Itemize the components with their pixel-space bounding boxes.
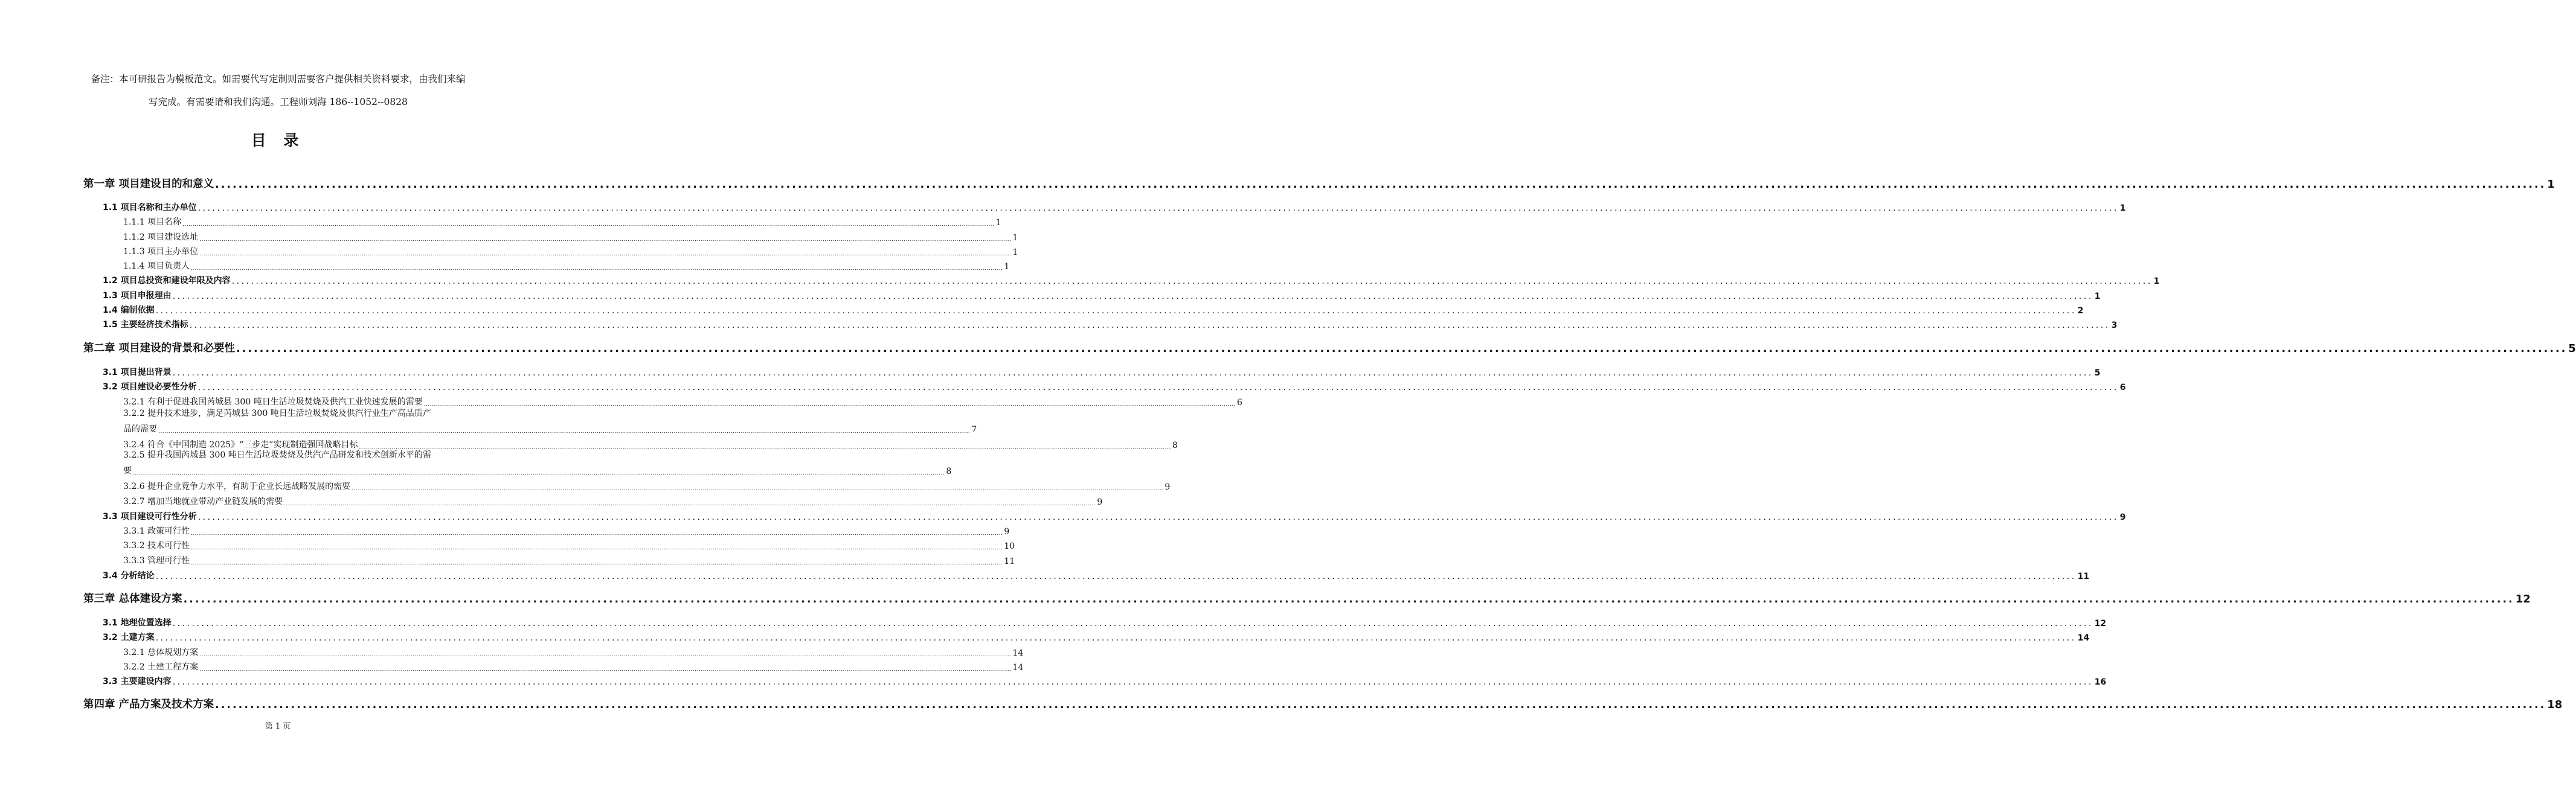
toc-leader-dots: ................................................................................................................................................................................................................................................................................................................................................................................................................ <box>133 470 945 476</box>
toc-page-number: 8 <box>946 467 952 476</box>
toc-section-entry[interactable] <box>103 674 2107 687</box>
toc-page-number: 1 <box>2119 203 2126 213</box>
toc-leader-dots: ................................................................................................................................................................................................................................................................................................................................................................................................................ <box>191 531 1003 537</box>
toc-section-entry[interactable] <box>103 379 2126 392</box>
page-title: 目 录 <box>251 132 305 149</box>
toc-section-entry[interactable] <box>103 509 2126 522</box>
toc-page-number: 1 <box>2153 276 2160 286</box>
toc-section-entry[interactable] <box>103 273 2160 286</box>
toc-section-entry[interactable] <box>103 288 2101 301</box>
toc-leader-dots: ................................................................................................................................................................................................................................................................................................................................................................................................................ <box>215 699 2546 711</box>
toc-entry-label: 3.3 项目建设可行性分析 <box>103 512 197 522</box>
toc-entry-label: 1.1.2 项目建设选址 <box>123 232 199 242</box>
toc-subsection-entry[interactable] <box>123 214 1001 228</box>
toc-entry-label: 3.3.1 政策可行性 <box>123 526 190 536</box>
toc-page-number: 6 <box>2119 383 2126 392</box>
toc-section-entry[interactable] <box>103 568 2090 581</box>
toc-section-entry[interactable] <box>103 317 2118 330</box>
toc-page-number: 12 <box>2094 619 2107 628</box>
toc-subsection-entry[interactable] <box>123 244 1018 257</box>
toc-leader-dots: ................................................................................................................................................................................................................................................................................................................................................................................................................ <box>172 292 2093 301</box>
toc-page-number: 1 <box>1012 248 1018 257</box>
note-line-2: 写完成。有需要请和我们沟通。工程师刘海 186--1052--0828 <box>149 97 408 107</box>
toc-entry-label: 1.3 项目申报理由 <box>103 291 172 301</box>
toc-page-number: 1 <box>995 218 1001 228</box>
toc-page-number: 9 <box>2119 513 2126 522</box>
toc-entry-label: 3.2.1 有利于促进我国芮城县 300 吨日生活垃圾焚烧及供汽工业快速发展的需要 <box>123 397 423 407</box>
toc-leader-dots: ................................................................................................................................................................................................................................................................................................................................................................................................................ <box>198 383 2119 392</box>
note-line-1: 备注：本可研报告为模板范文。如需要代写定制则需要客户提供相关资料要求，由我们来编 <box>91 74 466 85</box>
toc-section-entry[interactable] <box>103 365 2101 378</box>
toc-entry-label: 3.4 分析结论 <box>103 571 155 581</box>
toc-leader-dots: ................................................................................................................................................................................................................................................................................................................................................................................................................ <box>236 343 2568 355</box>
toc-subsection-entry[interactable] <box>123 659 1024 673</box>
toc-page-number: 1 <box>2094 292 2101 301</box>
toc-subsection-entry[interactable] <box>123 645 1024 658</box>
toc-chapter-entry[interactable] <box>83 694 2563 711</box>
toc-page-number: 16 <box>2094 677 2107 687</box>
toc-page-number: 9 <box>1004 527 1010 537</box>
toc-leader-dots: ................................................................................................................................................................................................................................................................................................................................................................................................................ <box>199 251 1012 257</box>
toc-subsection-entry[interactable] <box>123 463 952 476</box>
toc-leader-dots: ................................................................................................................................................................................................................................................................................................................................................................................................................ <box>199 237 1012 243</box>
toc-leader-dots: ................................................................................................................................................................................................................................................................................................................................................................................................................ <box>231 276 2153 286</box>
toc-subsection-entry[interactable] <box>123 538 1015 551</box>
toc-page-number: 1 <box>1012 233 1018 243</box>
toc-entry-label: 3.3 主要建设内容 <box>103 677 172 686</box>
toc-page-number: 11 <box>1004 557 1015 566</box>
toc-entry-label: 1.1 项目名称和主办单位 <box>103 203 197 212</box>
toc-entry-label: 第四章 产品方案及技术方案 <box>83 698 214 711</box>
toc-subsection-entry[interactable] <box>123 229 1018 243</box>
toc-entry-label: 3.2.2 土建工程方案 <box>123 662 199 672</box>
toc-subsection-entry[interactable] <box>123 523 1010 537</box>
toc-section-entry[interactable] <box>103 615 2107 628</box>
toc-page-number: 14 <box>2077 633 2090 643</box>
toc-subsection-entry[interactable] <box>123 494 1103 507</box>
toc-leader-dots: ................................................................................................................................................................................................................................................................................................................................................................................................................ <box>199 652 1012 658</box>
toc-leader-dots: ................................................................................................................................................................................................................................................................................................................................................................................................................ <box>198 513 2119 522</box>
toc-subsection-entry[interactable] <box>123 421 977 435</box>
toc-entry-text-line[interactable]: 3.2.2 提升技术进步，满足芮城县 300 吨日生活垃圾焚烧及供汽行业生产高品质产 <box>123 409 431 418</box>
toc-leader-dots: ................................................................................................................................................................................................................................................................................................................................................................................................................ <box>191 560 1003 566</box>
toc-section-entry[interactable] <box>103 630 2090 643</box>
toc-chapter-entry[interactable] <box>83 589 2531 605</box>
toc-entry-label: 3.3.3 管理可行性 <box>123 556 190 566</box>
toc-page-number: 11 <box>2077 572 2090 581</box>
toc-entry-label: 3.2 项目建设必要性分析 <box>103 382 197 392</box>
toc-leader-dots: ................................................................................................................................................................................................................................................................................................................................................................................................................ <box>352 486 1164 492</box>
toc-entry-label: 第二章 项目建设的背景和必要性 <box>83 342 236 354</box>
toc-entry-label: 品的需要 <box>123 424 157 434</box>
toc-section-entry[interactable] <box>103 200 2126 213</box>
toc-leader-dots: ................................................................................................................................................................................................................................................................................................................................................................................................................ <box>359 444 1171 450</box>
toc-subsection-entry[interactable] <box>123 553 1015 566</box>
toc-entry-label: 3.2 土建方案 <box>103 633 155 642</box>
toc-page-number: 6 <box>1237 398 1242 407</box>
toc-leader-dots: ................................................................................................................................................................................................................................................................................................................................................................................................................ <box>172 619 2093 628</box>
toc-page-number: 9 <box>1164 482 1171 492</box>
toc-leader-dots: ................................................................................................................................................................................................................................................................................................................................................................................................................ <box>191 266 1003 272</box>
toc-chapter-entry[interactable] <box>83 174 2555 191</box>
toc-page-number: 12 <box>2515 593 2531 605</box>
toc-page-number: 5 <box>2568 342 2576 355</box>
toc-entry-label: 1.1.4 项目负责人 <box>123 261 190 271</box>
toc-entry-label: 3.2.4 符合《中国制造 2025》“三步走”实现制造强国战略目标 <box>123 440 358 450</box>
toc-page-number: 1 <box>1004 262 1010 272</box>
toc-entry-label: 3.2.7 增加当地就业带动产业链发展的需要 <box>123 497 283 506</box>
toc-page-number: 1 <box>2547 178 2555 191</box>
toc-leader-dots: ................................................................................................................................................................................................................................................................................................................................................................................................................ <box>155 572 2077 581</box>
toc-subsection-entry[interactable] <box>123 394 1242 407</box>
toc-page-number: 14 <box>1012 663 1024 673</box>
toc-page-number: 2 <box>2077 306 2084 316</box>
toc-leader-dots: ................................................................................................................................................................................................................................................................................................................................................................................................................ <box>423 401 1236 407</box>
toc-entry-label: 3.2.6 提升企业竞争力水平，有助于企业长远战略发展的需要 <box>123 482 351 491</box>
toc-entry-label: 1.1.1 项目名称 <box>123 217 182 227</box>
toc-entry-text-line[interactable]: 3.2.5 提升我国芮城县 300 吨日生活垃圾焚烧及供汽产品研发和技术创新水平的需 <box>123 450 431 460</box>
toc-subsection-entry[interactable] <box>123 479 1171 492</box>
toc-leader-dots: ................................................................................................................................................................................................................................................................................................................................................................................................................ <box>172 368 2093 378</box>
toc-subsection-entry[interactable] <box>123 258 1010 272</box>
toc-leader-dots: ................................................................................................................................................................................................................................................................................................................................................................................................................ <box>155 633 2077 643</box>
page-number-footer: 第 1 页 <box>265 722 291 731</box>
toc-entry-label: 要 <box>123 466 132 476</box>
toc-leader-dots: ................................................................................................................................................................................................................................................................................................................................................................................................................ <box>284 501 1096 507</box>
toc-leader-dots: ................................................................................................................................................................................................................................................................................................................................................................................................................ <box>158 429 971 435</box>
toc-leader-dots: ................................................................................................................................................................................................................................................................................................................................................................................................................ <box>155 306 2077 316</box>
toc-page-number: 18 <box>2547 698 2563 711</box>
toc-page-number: 7 <box>971 425 977 435</box>
toc-leader-dots: ................................................................................................................................................................................................................................................................................................................................................................................................................ <box>215 179 2546 191</box>
toc-page-number: 3 <box>2111 321 2118 330</box>
toc-section-entry[interactable] <box>103 302 2084 316</box>
toc-entry-label: 1.2 项目总投资和建设年限及内容 <box>103 276 231 286</box>
toc-entry-label: 3.2.1 总体规划方案 <box>123 648 199 657</box>
toc-page-number: 10 <box>1004 542 1015 551</box>
toc-leader-dots: ................................................................................................................................................................................................................................................................................................................................................................................................................ <box>172 677 2093 687</box>
toc-entry-label: 3.1 地理位置选择 <box>103 618 172 628</box>
toc-leader-dots: ................................................................................................................................................................................................................................................................................................................................................................................................................ <box>199 666 1012 673</box>
toc-page-number: 8 <box>1172 441 1178 450</box>
toc-page-number: 5 <box>2094 368 2101 378</box>
toc-page-number: 14 <box>1012 648 1024 658</box>
toc-leader-dots: ................................................................................................................................................................................................................................................................................................................................................................................................................ <box>191 545 1003 551</box>
toc-entry-label: 3.3.2 技术可行性 <box>123 541 190 551</box>
toc-leader-dots: ................................................................................................................................................................................................................................................................................................................................................................................................................ <box>189 321 2110 330</box>
toc-entry-label: 1.4 编制依据 <box>103 305 155 315</box>
toc-entry-label: 第三章 总体建设方案 <box>83 593 182 605</box>
toc-entry-label: 第一章 项目建设目的和意义 <box>83 178 214 190</box>
toc-entry-label: 1.5 主要经济技术指标 <box>103 320 188 330</box>
toc-leader-dots: ................................................................................................................................................................................................................................................................................................................................................................................................................ <box>182 222 995 228</box>
toc-leader-dots: ................................................................................................................................................................................................................................................................................................................................................................................................................ <box>183 593 2514 605</box>
toc-page-number: 9 <box>1097 497 1103 507</box>
toc-leader-dots: ................................................................................................................................................................................................................................................................................................................................................................................................................ <box>198 203 2119 213</box>
toc-entry-label: 3.1 项目提出背景 <box>103 368 172 377</box>
toc-entry-label: 1.1.3 项目主办单位 <box>123 247 199 257</box>
toc-chapter-entry[interactable] <box>83 338 2576 355</box>
